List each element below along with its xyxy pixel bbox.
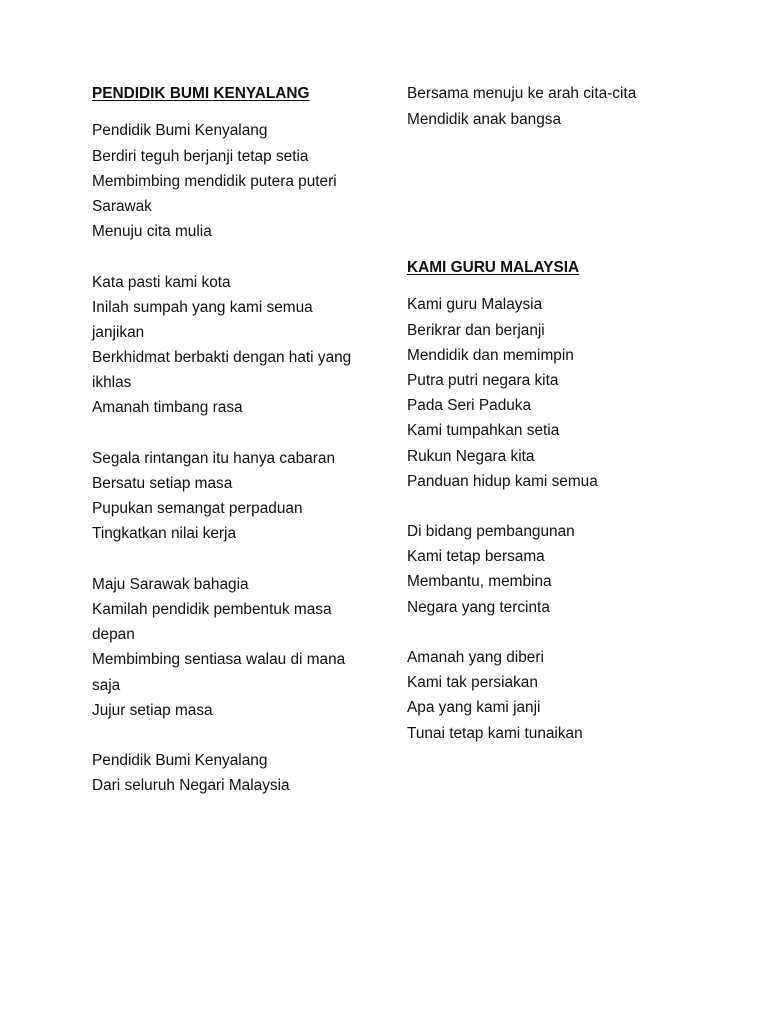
lyric-line: Amanah yang diberi bbox=[407, 649, 544, 666]
lyric-line: Bersama menuju ke arah cita-cita bbox=[407, 85, 637, 103]
lyric-line: depan bbox=[92, 626, 135, 644]
lyric-line: Menuju cita mulia bbox=[92, 223, 212, 241]
lyric-line: Bersatu setiap masa bbox=[92, 475, 233, 492]
song-title: PENDIDIK BUMI KENYALANG bbox=[92, 85, 310, 103]
lyric-line: Kata pasti kami kota bbox=[92, 273, 231, 291]
lyric-line: Rukun Negara kita bbox=[407, 447, 535, 465]
lyric-line: Pendidik Bumi Kenyalang bbox=[92, 122, 268, 140]
lyric-line: Kami tumpahkan setia bbox=[407, 422, 560, 440]
lyric-line: Mendidik anak bangsa bbox=[407, 110, 562, 128]
lyric-line: Berdiri teguh berjanji tetap setia bbox=[92, 147, 309, 165]
song-title: KAMI GURU MALAYSIA bbox=[407, 259, 580, 277]
stanza bbox=[407, 645, 598, 746]
stanza bbox=[407, 292, 598, 494]
lyric-line: Kami tak persiakan bbox=[407, 674, 538, 692]
stanza bbox=[92, 270, 351, 421]
lyric-line: Negara yang tercinta bbox=[407, 598, 550, 616]
stanza bbox=[92, 118, 351, 244]
lyric-line: Berkhidmat berbakti dengan hati yang bbox=[92, 349, 352, 367]
lyric-line: ikhlas bbox=[92, 374, 132, 392]
lyric-line: Inilah sumpah yang kami semua bbox=[92, 298, 313, 316]
lyric-line: Apa yang kami janji bbox=[407, 699, 541, 717]
lyric-line: Membimbing mendidik putera puteri bbox=[92, 172, 337, 190]
right-column-continuation bbox=[407, 81, 636, 131]
lyric-line: saja bbox=[92, 676, 121, 694]
lyric-line: Panduan hidup kami semua bbox=[407, 472, 598, 490]
lyric-line: Amanah timbang rasa bbox=[92, 399, 243, 417]
lyric-line: Sarawak bbox=[92, 197, 152, 215]
lyric-line: Membimbing sentiasa walau di mana bbox=[92, 651, 346, 669]
lyric-line: Pada Seri Paduka bbox=[407, 397, 532, 415]
stanza-continuation bbox=[407, 81, 636, 131]
lyric-line: Putra putri negara kita bbox=[407, 371, 559, 389]
lyric-line: Mendidik dan memimpin bbox=[407, 346, 574, 364]
lyric-line: Dari seluruh Negari Malaysia bbox=[92, 777, 290, 795]
lyric-line: Berikrar dan berjanji bbox=[407, 321, 545, 339]
right-column bbox=[407, 255, 598, 745]
lyric-line: Di bidang pembangunan bbox=[407, 523, 575, 541]
lyric-line: Kami guru Malaysia bbox=[407, 296, 543, 314]
lyric-line: Tingkatkan nilai kerja bbox=[92, 525, 237, 543]
left-column bbox=[92, 81, 351, 798]
lyric-line: Membantu, membina bbox=[407, 573, 552, 591]
lyric-line: Tunai tetap kami tunaikan bbox=[407, 724, 583, 742]
lyric-line: Kamilah pendidik pembentuk masa bbox=[92, 600, 332, 618]
stanza bbox=[92, 748, 351, 798]
stanza bbox=[92, 572, 351, 723]
lyric-line: Kami tetap bersama bbox=[407, 548, 545, 566]
lyric-line: Pendidik Bumi Kenyalang bbox=[92, 752, 268, 770]
lyric-line: janjikan bbox=[92, 323, 145, 341]
stanza bbox=[92, 446, 351, 547]
lyric-line: Segala rintangan itu hanya cabaran bbox=[92, 449, 336, 467]
stanza bbox=[407, 519, 598, 620]
lyric-line: Maju Sarawak bahagia bbox=[92, 575, 249, 593]
lyric-line: Jujur setiap masa bbox=[92, 701, 213, 719]
lyric-line: Pupukan semangat perpaduan bbox=[92, 500, 303, 518]
